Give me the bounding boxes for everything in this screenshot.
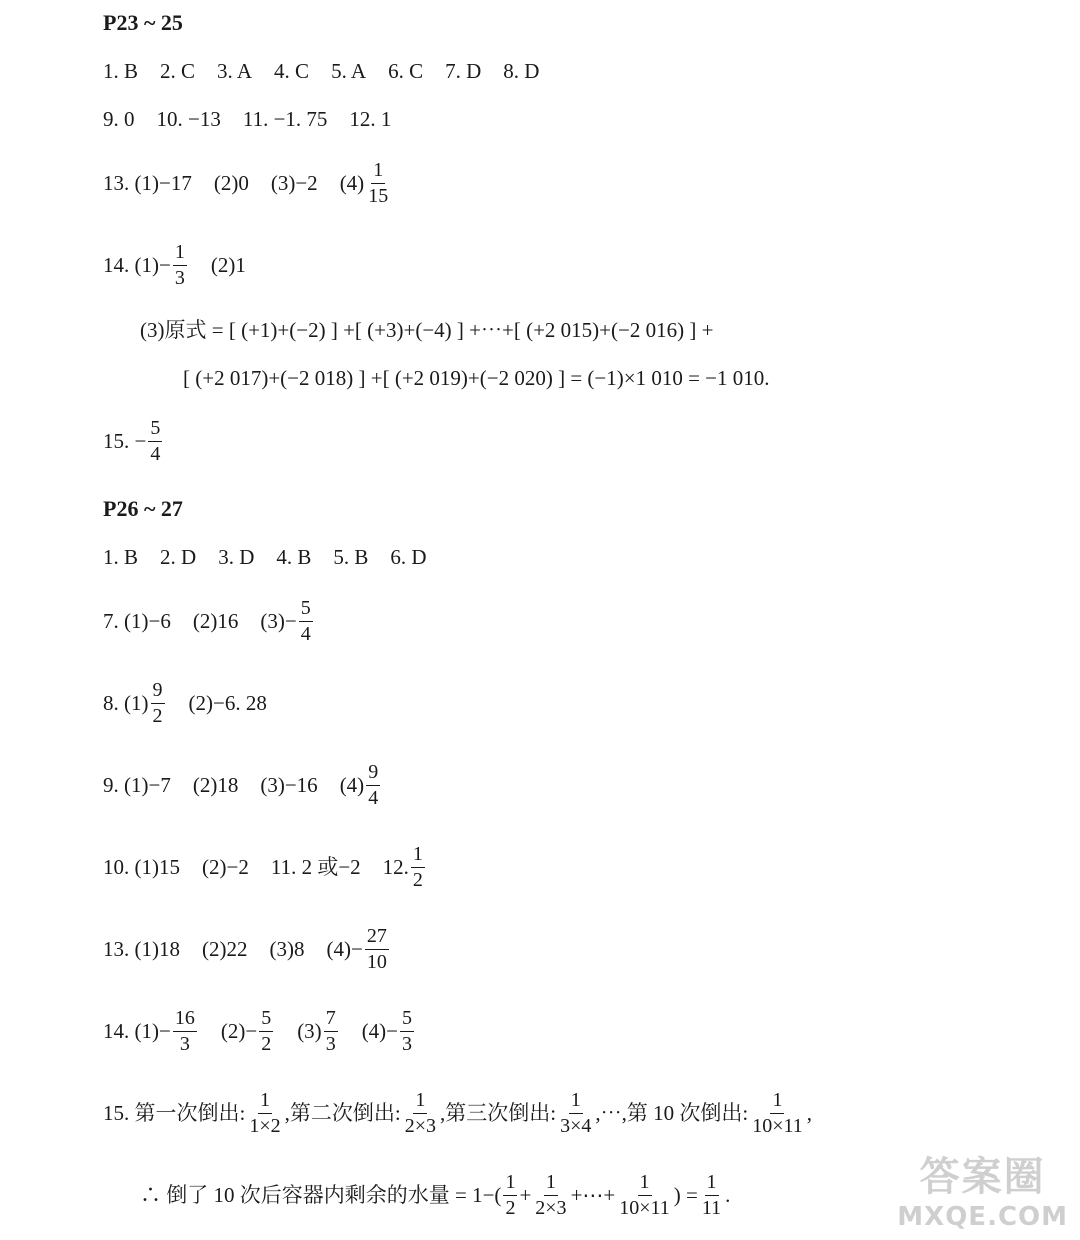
answer-item: 3. D bbox=[218, 545, 255, 569]
answer-item: 5. A bbox=[331, 59, 367, 83]
fraction bbox=[700, 1172, 723, 1219]
denominator: 3 bbox=[402, 1033, 413, 1055]
numerator: 1 bbox=[569, 1090, 583, 1114]
answer-part: (3)−2 bbox=[270, 171, 318, 195]
answer-13 bbox=[103, 160, 392, 207]
answer-15 bbox=[103, 418, 164, 465]
answer-part: 15. − bbox=[103, 429, 147, 453]
numerator: 5 bbox=[148, 418, 162, 442]
denominator: 2 bbox=[412, 869, 423, 891]
answers-1-6 bbox=[103, 547, 427, 568]
answer-15-line2 bbox=[140, 1172, 730, 1219]
answer-part: 9. (1)−7 bbox=[103, 773, 171, 797]
answer-part: 13. (1)18 bbox=[103, 937, 180, 961]
fraction bbox=[366, 762, 380, 809]
denominator: 3 bbox=[325, 1033, 336, 1055]
answer-part: (3)− bbox=[260, 609, 297, 633]
answer-item: 6. D bbox=[390, 545, 427, 569]
fraction bbox=[366, 160, 390, 207]
equation-text: [ (+2 017)+(−2 018) ] +[ (+2 019)+(−2 020) ] = (−1)×1 010 = −1 010. bbox=[183, 366, 770, 390]
denominator: 4 bbox=[150, 443, 161, 465]
answer-item: 2. D bbox=[160, 545, 197, 569]
fraction bbox=[403, 1090, 438, 1137]
denominator: 10×11 bbox=[619, 1197, 670, 1219]
answer-part: +⋯+ bbox=[570, 1183, 616, 1207]
answer-part: (2)− bbox=[220, 1019, 258, 1043]
denominator: 10×11 bbox=[752, 1115, 803, 1137]
numerator: 5 bbox=[299, 598, 313, 622]
answers-9-12 bbox=[103, 109, 391, 130]
denominator: 15 bbox=[368, 185, 389, 207]
answer-9 bbox=[103, 762, 382, 809]
answer-item: 12. 1 bbox=[349, 107, 392, 131]
fraction bbox=[173, 1008, 197, 1055]
answer-part: 10. (1)15 bbox=[103, 855, 180, 879]
answer-part: ,第二次倒出: bbox=[284, 1101, 401, 1125]
answer-item: 1. B bbox=[103, 545, 139, 569]
answer-item: 4. B bbox=[276, 545, 312, 569]
fraction bbox=[173, 242, 187, 289]
answer-item: 4. C bbox=[274, 59, 310, 83]
answer-14-3-line1 bbox=[140, 320, 713, 341]
answer-part: (2)22 bbox=[202, 937, 248, 961]
answer-item: 10. −13 bbox=[156, 107, 221, 131]
answer-part: ) = bbox=[673, 1183, 698, 1207]
answer-part: 14. (1)− bbox=[103, 1019, 171, 1043]
denominator: 2×3 bbox=[535, 1197, 567, 1219]
answers-1-8 bbox=[103, 61, 539, 82]
answer-item: 1. B bbox=[103, 59, 139, 83]
answer-part: (2)−2 bbox=[202, 855, 249, 879]
watermark-logo-text: 答案圈 bbox=[919, 1154, 1046, 1200]
fraction bbox=[259, 1008, 273, 1055]
numerator: 1 bbox=[503, 1172, 517, 1196]
numerator: 9 bbox=[366, 762, 380, 786]
fraction bbox=[503, 1172, 517, 1219]
answer-part: ,第三次倒出: bbox=[440, 1101, 557, 1125]
answer-part: . bbox=[725, 1183, 731, 1207]
section-header-p26-27 bbox=[103, 498, 183, 520]
answer-part: 11. 2 或−2 bbox=[270, 855, 361, 879]
answer-part: (3) bbox=[297, 1019, 322, 1043]
numerator: 5 bbox=[259, 1008, 273, 1032]
answer-part: (4)− bbox=[326, 937, 363, 961]
answer-part: (3)−16 bbox=[260, 773, 318, 797]
denominator: 11 bbox=[701, 1197, 722, 1219]
answer-7 bbox=[103, 598, 315, 645]
fraction bbox=[400, 1008, 414, 1055]
denominator: 4 bbox=[300, 623, 311, 645]
answer-part: 8. (1) bbox=[103, 691, 149, 715]
answer-part: (2)16 bbox=[192, 609, 239, 633]
denominator: 3×4 bbox=[560, 1115, 592, 1137]
numerator: 1 bbox=[413, 1090, 427, 1114]
numerator: 1 bbox=[705, 1172, 719, 1196]
answer-part: , bbox=[806, 1101, 813, 1125]
answer-part: + bbox=[519, 1183, 532, 1207]
fraction bbox=[617, 1172, 672, 1219]
answer-part: (4) bbox=[339, 171, 365, 195]
denominator: 1×2 bbox=[249, 1115, 281, 1137]
answer-item: 11. −1. 75 bbox=[242, 107, 328, 131]
denominator: 4 bbox=[368, 787, 379, 809]
watermark bbox=[897, 1145, 1068, 1232]
fraction bbox=[148, 418, 162, 465]
answer-part: (4) bbox=[339, 773, 365, 797]
fraction bbox=[411, 844, 425, 891]
answer-item: 2. C bbox=[160, 59, 196, 83]
answer-part: (2)1 bbox=[210, 253, 246, 277]
answer-part: (3)8 bbox=[269, 937, 305, 961]
answer-part: 14. (1)− bbox=[103, 253, 171, 277]
equation-text: (3)原式 = [ (+1)+(−2) ] +[ (+3)+(−4) ] +⋯+[ (+2 015)+(−2 016) ] + bbox=[140, 318, 714, 342]
header-text: P23 ~ 25 bbox=[103, 10, 183, 35]
section-header-p23-25 bbox=[103, 12, 183, 34]
numerator: 1 bbox=[258, 1090, 272, 1114]
numerator: 5 bbox=[400, 1008, 414, 1032]
answer-part: ,⋯,第 10 次倒出: bbox=[595, 1101, 749, 1125]
answer-item: 9. 0 bbox=[103, 107, 135, 131]
fraction bbox=[750, 1090, 805, 1137]
answer-part: (4)− bbox=[361, 1019, 399, 1043]
answer-part: (2)−6. 28 bbox=[188, 691, 267, 715]
denominator: 3 bbox=[174, 267, 185, 289]
denominator: 10 bbox=[366, 951, 387, 973]
fraction bbox=[299, 598, 313, 645]
answer-part: 15. 第一次倒出: bbox=[103, 1101, 246, 1125]
numerator: 16 bbox=[173, 1008, 197, 1032]
denominator: 2×3 bbox=[404, 1115, 436, 1137]
answer-part: 12. bbox=[382, 855, 409, 879]
answer-part: 7. (1)−6 bbox=[103, 609, 171, 633]
answer-part: 13. (1)−17 bbox=[103, 171, 192, 195]
fraction bbox=[558, 1090, 593, 1137]
fraction bbox=[533, 1172, 568, 1219]
denominator: 3 bbox=[179, 1033, 190, 1055]
numerator: 1 bbox=[411, 844, 425, 868]
denominator: 2 bbox=[152, 705, 163, 727]
answer-15-line1 bbox=[103, 1090, 812, 1137]
fraction bbox=[365, 926, 389, 973]
fraction bbox=[247, 1090, 282, 1137]
numerator: 9 bbox=[151, 680, 165, 704]
answer-14-3-line2 bbox=[183, 368, 770, 389]
numerator: 1 bbox=[371, 160, 385, 184]
answer-item: 3. A bbox=[217, 59, 253, 83]
header-text: P26 ~ 27 bbox=[103, 496, 183, 521]
answer-item: 6. C bbox=[388, 59, 424, 83]
answer-14 bbox=[103, 242, 246, 289]
answer-item: 7. D bbox=[445, 59, 482, 83]
numerator: 7 bbox=[324, 1008, 338, 1032]
answer-item: 8. D bbox=[503, 59, 540, 83]
answer-part: (2)0 bbox=[213, 171, 249, 195]
numerator: 1 bbox=[770, 1090, 784, 1114]
numerator: 27 bbox=[365, 926, 389, 950]
denominator: 2 bbox=[261, 1033, 272, 1055]
answer-13 bbox=[103, 926, 391, 973]
fraction bbox=[324, 1008, 338, 1055]
numerator: 1 bbox=[173, 242, 187, 266]
answer-8 bbox=[103, 680, 267, 727]
denominator: 2 bbox=[505, 1197, 516, 1219]
answer-part: (2)18 bbox=[192, 773, 239, 797]
watermark-url: MXQE.COM bbox=[897, 1202, 1068, 1232]
answer-item: 5. B bbox=[333, 545, 369, 569]
answer-10-12 bbox=[103, 844, 427, 891]
numerator: 1 bbox=[638, 1172, 652, 1196]
answer-part: ∴ 倒了 10 次后容器内剩余的水量 = 1−( bbox=[140, 1183, 502, 1207]
numerator: 1 bbox=[544, 1172, 558, 1196]
fraction bbox=[151, 680, 165, 727]
answer-14 bbox=[103, 1008, 416, 1055]
